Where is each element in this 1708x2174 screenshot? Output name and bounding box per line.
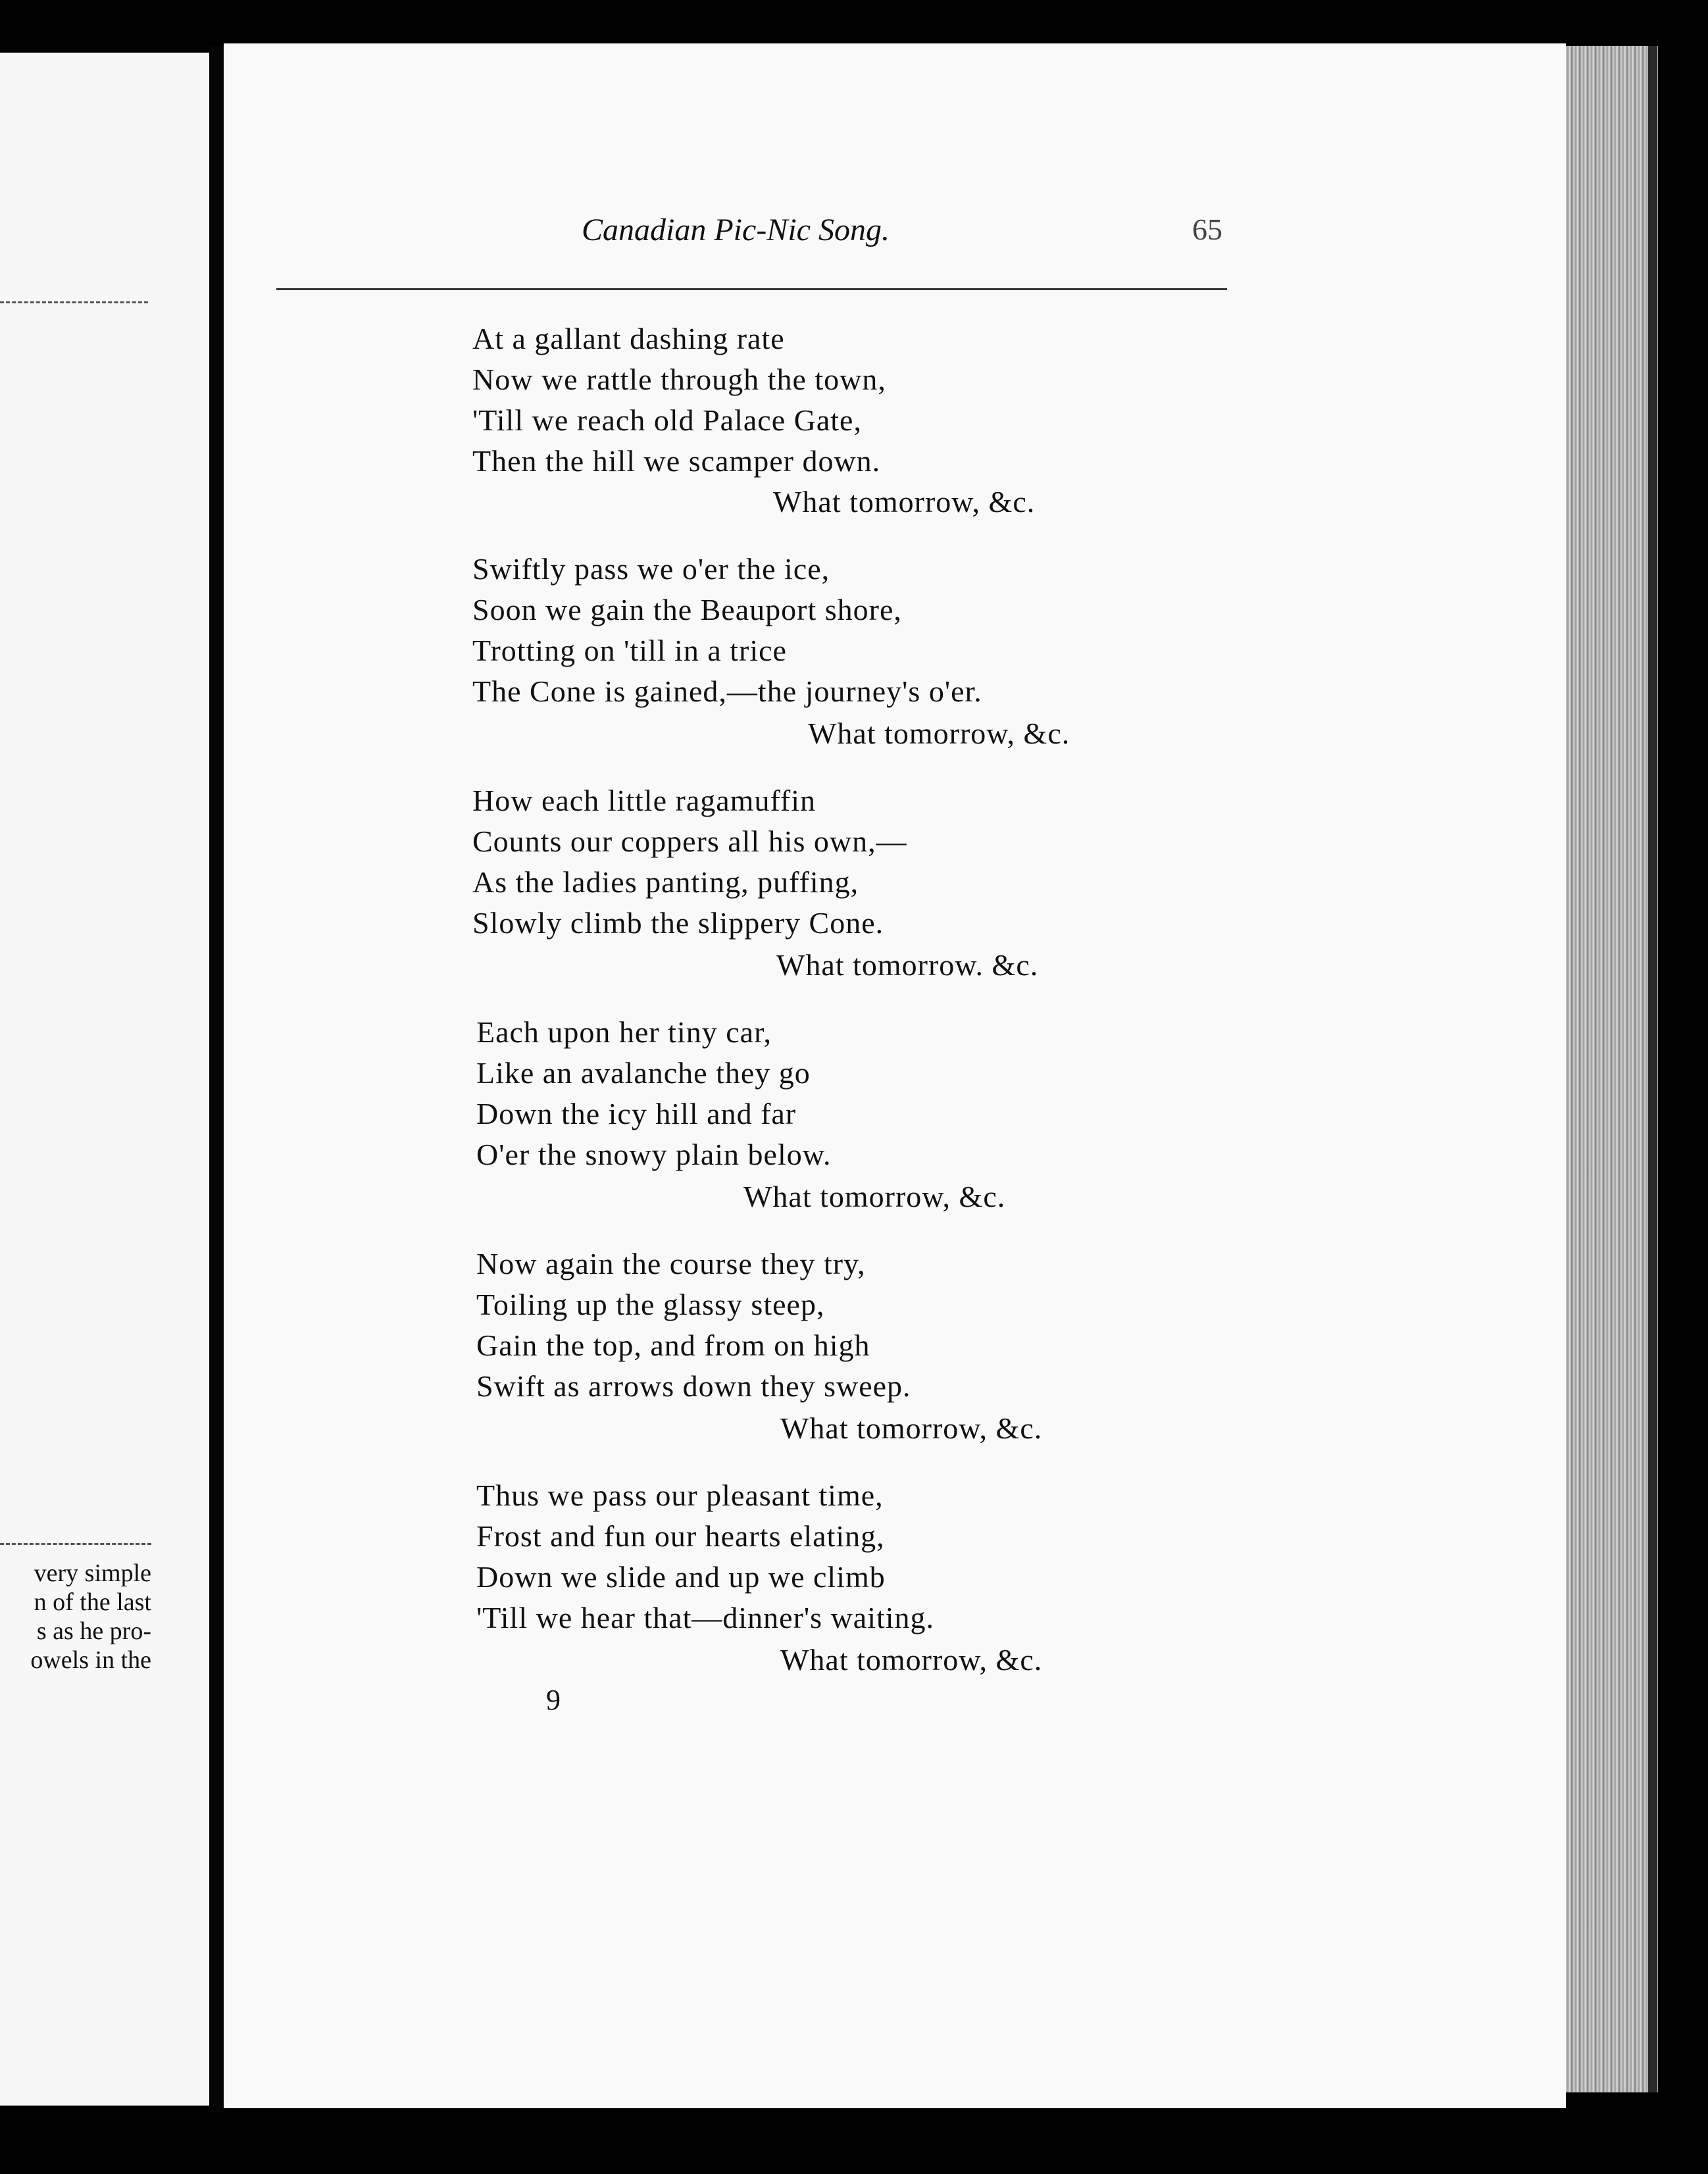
refrain-line: What tomorrow. &c. — [776, 948, 1039, 982]
poem-line: Slowly climb the slippery Cone. — [472, 906, 884, 940]
poem-line: Toiling up the glassy steep, — [476, 1288, 825, 1321]
running-title: Canadian Pic-Nic Song. — [582, 213, 890, 247]
poem-line: Trotting on 'till in a trice — [472, 634, 787, 667]
poem-line: How each little ragamuffin — [472, 784, 816, 817]
poem-line: Down we slide and up we climb — [476, 1560, 886, 1594]
poem-line: 'Till we hear that—dinner's waiting. — [476, 1601, 935, 1634]
poem-line: At a gallant dashing rate — [472, 322, 785, 355]
poem-line: Thus we pass our pleasant time, — [476, 1479, 884, 1512]
refrain-line: What tomorrow, &c. — [780, 1411, 1043, 1445]
poem-line: Swift as arrows down they sweep. — [476, 1369, 911, 1403]
poem-line: 'Till we reach old Palace Gate, — [472, 403, 862, 437]
poem-line: Gain the top, and from on high — [476, 1328, 870, 1362]
left-page-fragment: owels in the — [30, 1646, 151, 1674]
signature-mark: 9 — [546, 1684, 561, 1716]
poem-line: Swiftly pass we o'er the ice, — [472, 552, 830, 586]
poem-line: Down the icy hill and far — [476, 1097, 797, 1130]
left-page-fragment: s as he pro- — [36, 1617, 151, 1645]
poem-line: Frost and fun our hearts elating, — [476, 1519, 885, 1553]
poem-line: Now we rattle through the town, — [472, 363, 886, 396]
poem-line: The Cone is gained,—the journey's o'er. — [472, 674, 982, 708]
page-number: 65 — [1192, 213, 1222, 246]
poem-line: Now again the course they try, — [476, 1247, 866, 1280]
poem-line: Each upon her tiny car, — [476, 1015, 772, 1049]
poem-line: O'er the snowy plain below. — [476, 1138, 832, 1171]
poem-line: Then the hill we scamper down. — [472, 444, 881, 478]
poem-line: Counts our coppers all his own,— — [472, 824, 907, 858]
refrain-line: What tomorrow, &c. — [808, 717, 1070, 750]
left-page-fragment: n of the last — [34, 1588, 151, 1616]
poem-line: As the ladies panting, puffing, — [472, 865, 859, 899]
refrain-line: What tomorrow, &c. — [780, 1643, 1043, 1677]
poem-line: Like an avalanche they go — [476, 1056, 811, 1090]
poem-line: Soon we gain the Beauport shore, — [472, 593, 902, 626]
refrain-line: What tomorrow, &c. — [773, 485, 1036, 518]
left-page-fragment: very simple — [34, 1559, 151, 1587]
refrain-line: What tomorrow, &c. — [743, 1180, 1006, 1213]
